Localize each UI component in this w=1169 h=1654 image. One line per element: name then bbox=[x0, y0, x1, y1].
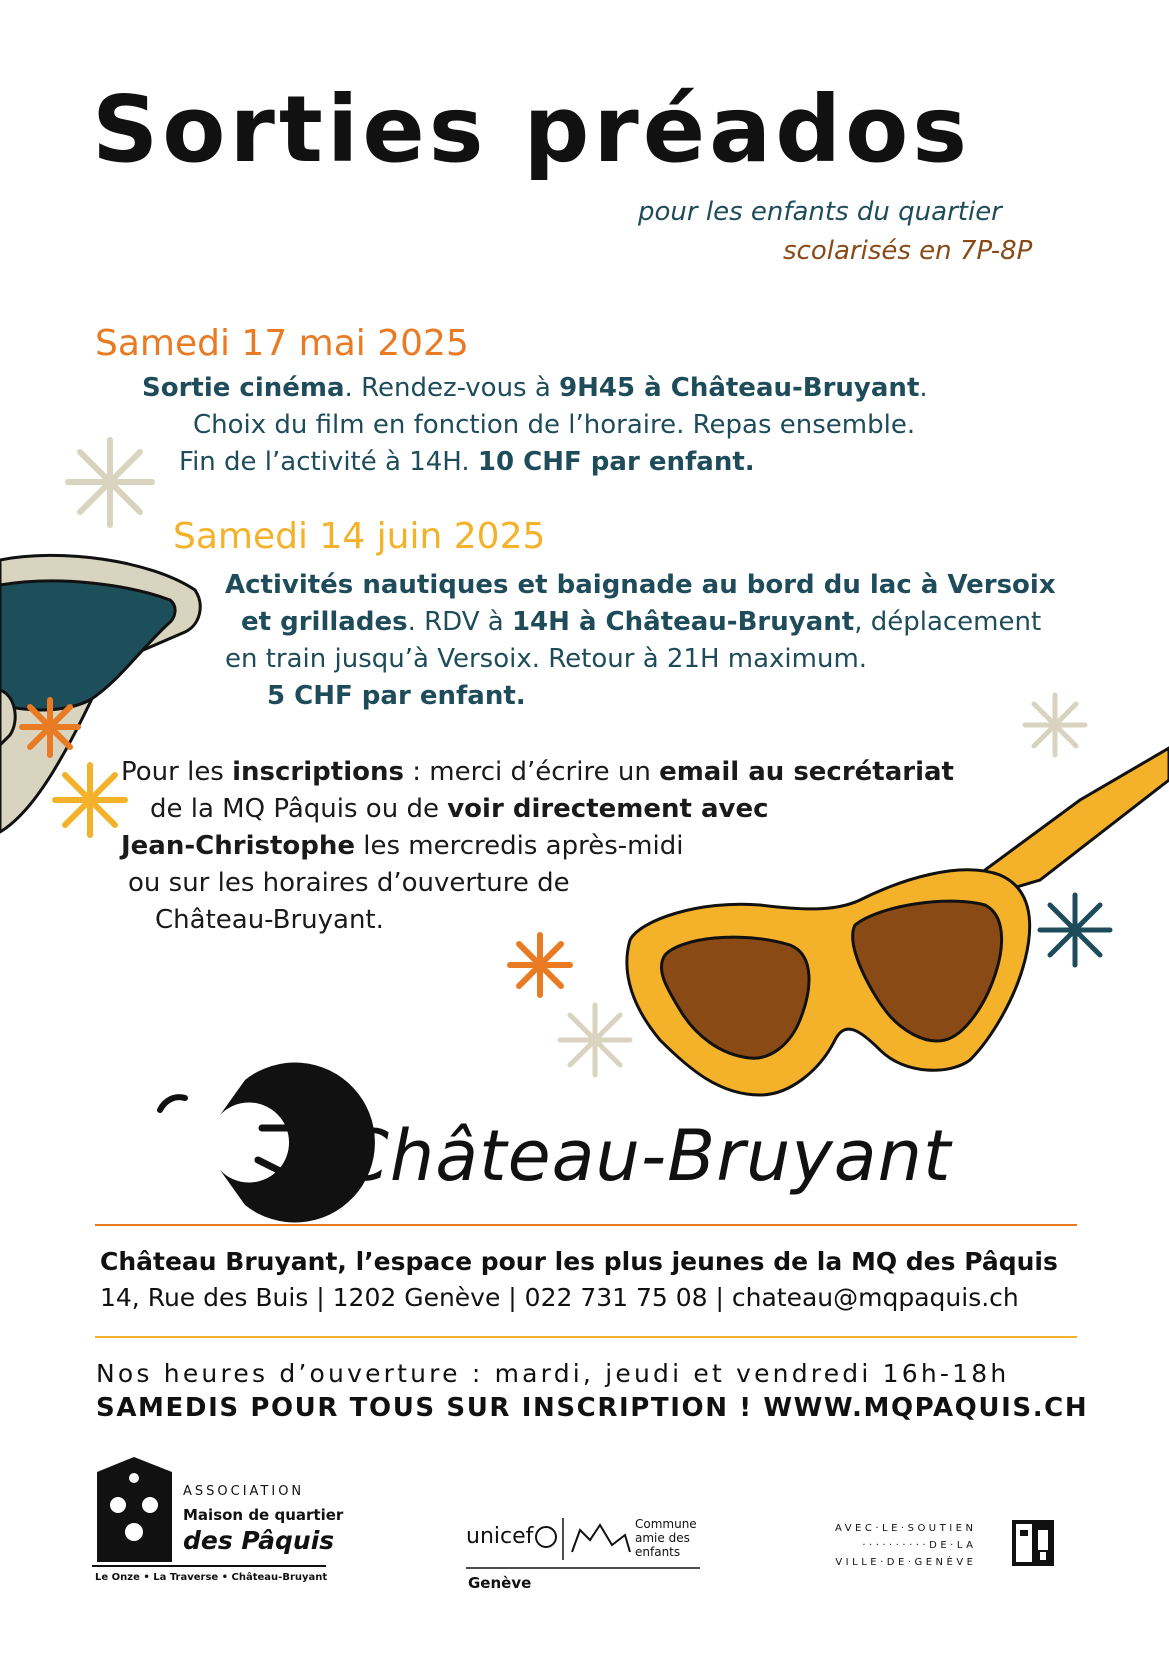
assoc-name-2: des Pâquis bbox=[183, 1526, 335, 1555]
soutien-line-2: ··········DE·LA bbox=[862, 1540, 977, 1551]
inscriptions-line-5: Château-Bruyant. bbox=[155, 905, 384, 935]
event1-price: 10 CHF par enfant. bbox=[477, 447, 755, 477]
sage-star-2 bbox=[1025, 695, 1085, 755]
inscriptions-line-2 bbox=[150, 794, 769, 825]
event2-text: . RDV à bbox=[407, 607, 512, 637]
geneve-crest bbox=[1012, 1520, 1054, 1566]
event1-text: . Rendez-vous à bbox=[344, 373, 560, 403]
inscriptions-bold: Jean-Christophe bbox=[121, 831, 355, 861]
brand-name: Château-Bruyant bbox=[340, 1115, 952, 1197]
event1-text: Fin de l’activité à 14H. bbox=[179, 447, 478, 477]
assoc-name-1: Maison de quartier bbox=[183, 1506, 344, 1524]
event2-activity-2: et grillades bbox=[241, 607, 408, 637]
inscriptions-line-1 bbox=[121, 757, 954, 788]
inscriptions-text: Pour les bbox=[121, 757, 233, 787]
event1-activity: Sortie cinéma bbox=[142, 373, 345, 403]
page-title: Sorties préados bbox=[92, 76, 972, 183]
event2-price: 5 CHF par enfant. bbox=[267, 681, 526, 711]
event2-date: Samedi 14 juin 2025 bbox=[173, 516, 546, 557]
inscriptions-line-4: ou sur les horaires d’ouverture de bbox=[128, 868, 570, 898]
contact-tagline: Château Bruyant, l’espace pour les plus jeunes de la MQ des Pâquis bbox=[100, 1247, 1058, 1276]
event1-line-3 bbox=[179, 447, 755, 478]
event1-text: . bbox=[919, 373, 928, 403]
subtitle-line-2: scolarisés en 7P-8P bbox=[783, 236, 1033, 266]
yellow-star-1 bbox=[55, 765, 125, 835]
saturday-info: SAMEDIS POUR TOUS SUR INSCRIPTION ! WWW.MQPAQUIS.CH bbox=[96, 1393, 1089, 1423]
inscriptions-bold: voir directement avec bbox=[447, 794, 769, 824]
inscriptions-bold: inscriptions bbox=[232, 757, 404, 787]
orange-star-1 bbox=[22, 700, 78, 755]
inscriptions-text: de la MQ Pâquis ou de bbox=[150, 794, 448, 824]
unicef-logo-text: unicef bbox=[466, 1524, 534, 1549]
commune-amie-text: Commune amie des enfants bbox=[635, 1517, 697, 1559]
event2-meeting: 14H à Château-Bruyant bbox=[511, 607, 855, 637]
inscriptions-line-3 bbox=[121, 831, 683, 862]
orange-star-2 bbox=[510, 935, 570, 995]
sage-star-1 bbox=[68, 440, 152, 525]
event1-line-1 bbox=[142, 373, 928, 404]
event2-line-2 bbox=[241, 607, 1041, 638]
event2-activity: Activités nautiques et baignade au bord du lac à Versoix bbox=[225, 570, 1056, 600]
contact-address: 14, Rue des Buis | 1202 Genève | 022 731 75 08 | chateau@mqpaquis.ch bbox=[100, 1283, 1019, 1312]
soutien-line-3: VILLE·DE·GENÈVE bbox=[835, 1557, 977, 1568]
divider-yellow bbox=[95, 1336, 1077, 1338]
inscriptions-text: : merci d’écrire un bbox=[403, 757, 660, 787]
event2-line-3: en train jusqu’à Versoix. Retour à 21H maximum. bbox=[225, 644, 868, 674]
subtitle-line-1: pour les enfants du quartier bbox=[638, 197, 1002, 227]
divider-orange bbox=[95, 1224, 1077, 1226]
inscriptions-text: les mercredis après-midi bbox=[355, 831, 684, 861]
event1-date: Samedi 17 mai 2025 bbox=[95, 323, 469, 364]
assoc-sites: Le Onze • La Traverse • Château-Bruyant bbox=[95, 1572, 328, 1583]
ville-geneve-support bbox=[835, 1520, 976, 1571]
sage-star-3 bbox=[560, 1005, 630, 1075]
event1-meeting: 9H45 à Château-Bruyant bbox=[559, 373, 920, 403]
event1-line-2: Choix du film en fonction de l’horaire. Repas ensemble. bbox=[193, 410, 916, 440]
opening-hours: Nos heures d’ouverture : mardi, jeudi et vendredi 16h-18h bbox=[96, 1359, 1010, 1388]
inscriptions-bold: email au secrétariat bbox=[659, 757, 954, 787]
soutien-line-1: AVEC·LE·SOUTIEN bbox=[835, 1523, 977, 1534]
unicef-geneve: Genève bbox=[468, 1574, 532, 1592]
teal-star bbox=[1040, 895, 1110, 965]
assoc-label: ASSOCIATION bbox=[183, 1484, 305, 1499]
event2-line-4 bbox=[267, 681, 526, 712]
event2-text: , déplacement bbox=[854, 607, 1042, 637]
event2-line-1 bbox=[225, 570, 1056, 601]
